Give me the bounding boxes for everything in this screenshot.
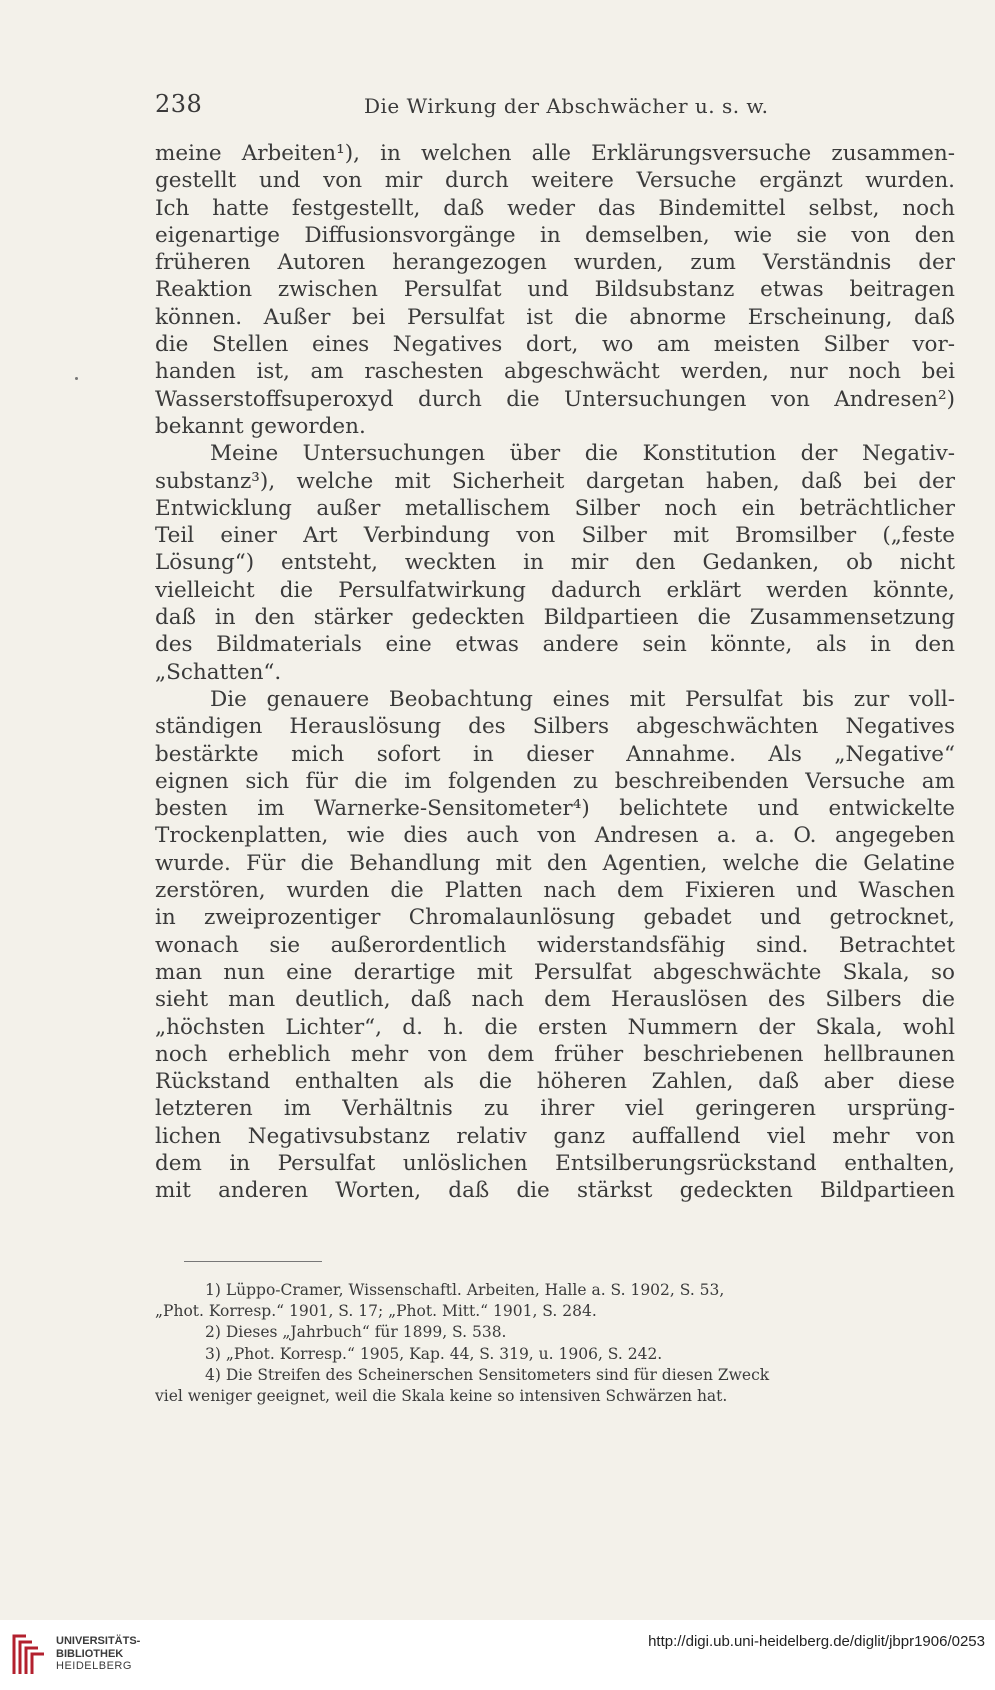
- text-line: können. Außer bei Persulfat ist die abnorme Erscheinung, daß: [155, 304, 955, 330]
- footnote-divider: [184, 1261, 322, 1262]
- text-line: gestellt und von mir durch weitere Versuche ergänzt wurden.: [155, 168, 955, 194]
- text-line: „Schatten“.: [155, 659, 282, 685]
- library-name-line: BIBLIOTHEK: [56, 1647, 124, 1660]
- text-line: handen ist, am raschesten abgeschwächt werden, nur noch bei: [155, 359, 955, 385]
- text-line: früheren Autoren herangezogen wurden, zum Verständnis der: [155, 250, 955, 276]
- text-line: wurde. Für die Behandlung mit den Agentien, welche die Gelatine: [155, 850, 955, 876]
- text-line: dem in Persulfat unlöslichen Entsilberungsrückstand enthalten,: [155, 1150, 955, 1176]
- text-line: Wasserstoffsuperoxyd durch die Untersuchungen von Andresen²): [155, 386, 955, 412]
- footnote-line: 1) Lüppo-Cramer, Wissenschaftl. Arbeiten, Halle a. S. 1902, S. 53,: [205, 1281, 725, 1299]
- text-line: ständigen Herauslösung des Silbers abgeschwächten Negatives: [155, 714, 955, 740]
- text-line: eignen sich für die im folgenden zu beschreibenden Versuche am: [155, 768, 955, 794]
- body-text: [155, 140, 955, 1205]
- text-line: bekannt geworden.: [155, 413, 366, 439]
- text-line: Entwicklung außer metallischem Silber noch ein beträchtlicher: [155, 495, 955, 521]
- text-line: letzteren im Verhältnis zu ihrer viel geringeren ursprüng-: [155, 1096, 955, 1122]
- text-line: bestärkte mich sofort in dieser Annahme. Als „Negative“: [155, 741, 955, 767]
- text-line: vielleicht die Persulfatwirkung dadurch erklärt werden könnte,: [155, 577, 955, 603]
- text-line: sieht man deutlich, daß nach dem Herauslösen des Silbers die: [155, 987, 955, 1013]
- footnote-line: 3) „Phot. Korresp.“ 1905, Kap. 44, S. 319, u. 1906, S. 242.: [205, 1344, 663, 1363]
- page-number: 238: [155, 90, 203, 118]
- text-line: Teil einer Art Verbindung von Silber mit Bromsilber („feste: [155, 523, 955, 549]
- text-line: mit anderen Worten, daß die stärkst gedeckten Bildpartieen: [155, 1178, 955, 1204]
- text-line: wonach sie außerordentlich widerstandsfähig sind. Betrachtet: [155, 932, 955, 958]
- footnote-line: 4) Die Streifen des Scheinerschen Sensitometers sind für diesen Zweck: [205, 1365, 770, 1384]
- text-line: substanz³), welche mit Sicherheit dargetan haben, daß bei der: [155, 468, 955, 494]
- library-name: [56, 1635, 140, 1673]
- text-line: besten im Warnerke-Sensitometer⁴) belichtete und entwickelte: [155, 796, 955, 822]
- library-name-line: UNIVERSITÄTS-: [56, 1635, 141, 1647]
- footnotes: [155, 1280, 955, 1407]
- text-line: lichen Negativsubstanz relativ ganz auffallend viel mehr von: [155, 1123, 955, 1149]
- text-line: die Stellen eines Negatives dort, wo am meisten Silber vor-: [155, 332, 955, 358]
- source-url-link[interactable]: http://digi.ub.uni-heidelberg.de/diglit/jbpr1906/0253: [648, 1633, 985, 1650]
- running-title: Die Wirkung der Abschwächer u. s. w.: [364, 94, 769, 118]
- text-line: Rückstand enthalten als die höheren Zahlen, daß aber diese: [155, 1069, 955, 1095]
- text-line: zerstören, wurden die Platten nach dem Fixieren und Waschen: [155, 878, 955, 904]
- text-line: man nun eine derartige mit Persulfat abgeschwächte Skala, so: [155, 959, 955, 985]
- footnote-line: „Phot. Korresp.“ 1901, S. 17; „Phot. Mitt.“ 1901, S. 284.: [155, 1302, 597, 1321]
- library-name-line: HEIDELBERG: [56, 1660, 132, 1672]
- text-line: Trockenplatten, wie dies auch von Andresen a. a. O. angegeben: [155, 823, 955, 849]
- text-line: „höchsten Lichter“, d. h. die ersten Nummern der Skala, wohl: [155, 1014, 955, 1040]
- text-line: Reaktion zwischen Persulfat und Bildsubstanz etwas beitragen: [155, 277, 955, 303]
- text-line: meine Arbeiten¹), in welchen alle Erklärungsversuche zusammen-: [155, 141, 955, 166]
- text-line: noch erheblich mehr von dem früher beschriebenen hellbraunen: [155, 1041, 955, 1067]
- text-line: Die genauere Beobachtung eines mit Persulfat bis zur voll-: [210, 686, 955, 712]
- margin-mark: [75, 377, 78, 380]
- text-line: daß in den stärker gedeckten Bildpartieen die Zusammensetzung: [155, 605, 955, 631]
- text-line: Lösung“) entsteht, weckten in mir den Gedanken, ob nicht: [155, 550, 955, 576]
- text-line: Meine Untersuchungen über die Konstitution der Negativ-: [210, 441, 955, 467]
- text-line: Ich hatte festgestellt, daß weder das Bindemittel selbst, noch: [155, 195, 955, 221]
- university-library-logo-icon: [10, 1630, 48, 1678]
- footnote-line: viel weniger geeignet, weil die Skala keine so intensiven Schwärzen hat.: [155, 1386, 728, 1405]
- text-line: des Bildmaterials eine etwas andere sein könnte, als in den: [155, 632, 955, 658]
- text-line: in zweiprozentiger Chromalaunlösung gebadet und getrocknet,: [155, 905, 955, 931]
- viewer-footer: [0, 1620, 995, 1690]
- text-line: eigenartige Diffusionsvorgänge in demselben, wie sie von den: [155, 222, 955, 248]
- footnote-line: 2) Dieses „Jahrbuch“ für 1899, S. 538.: [205, 1323, 507, 1342]
